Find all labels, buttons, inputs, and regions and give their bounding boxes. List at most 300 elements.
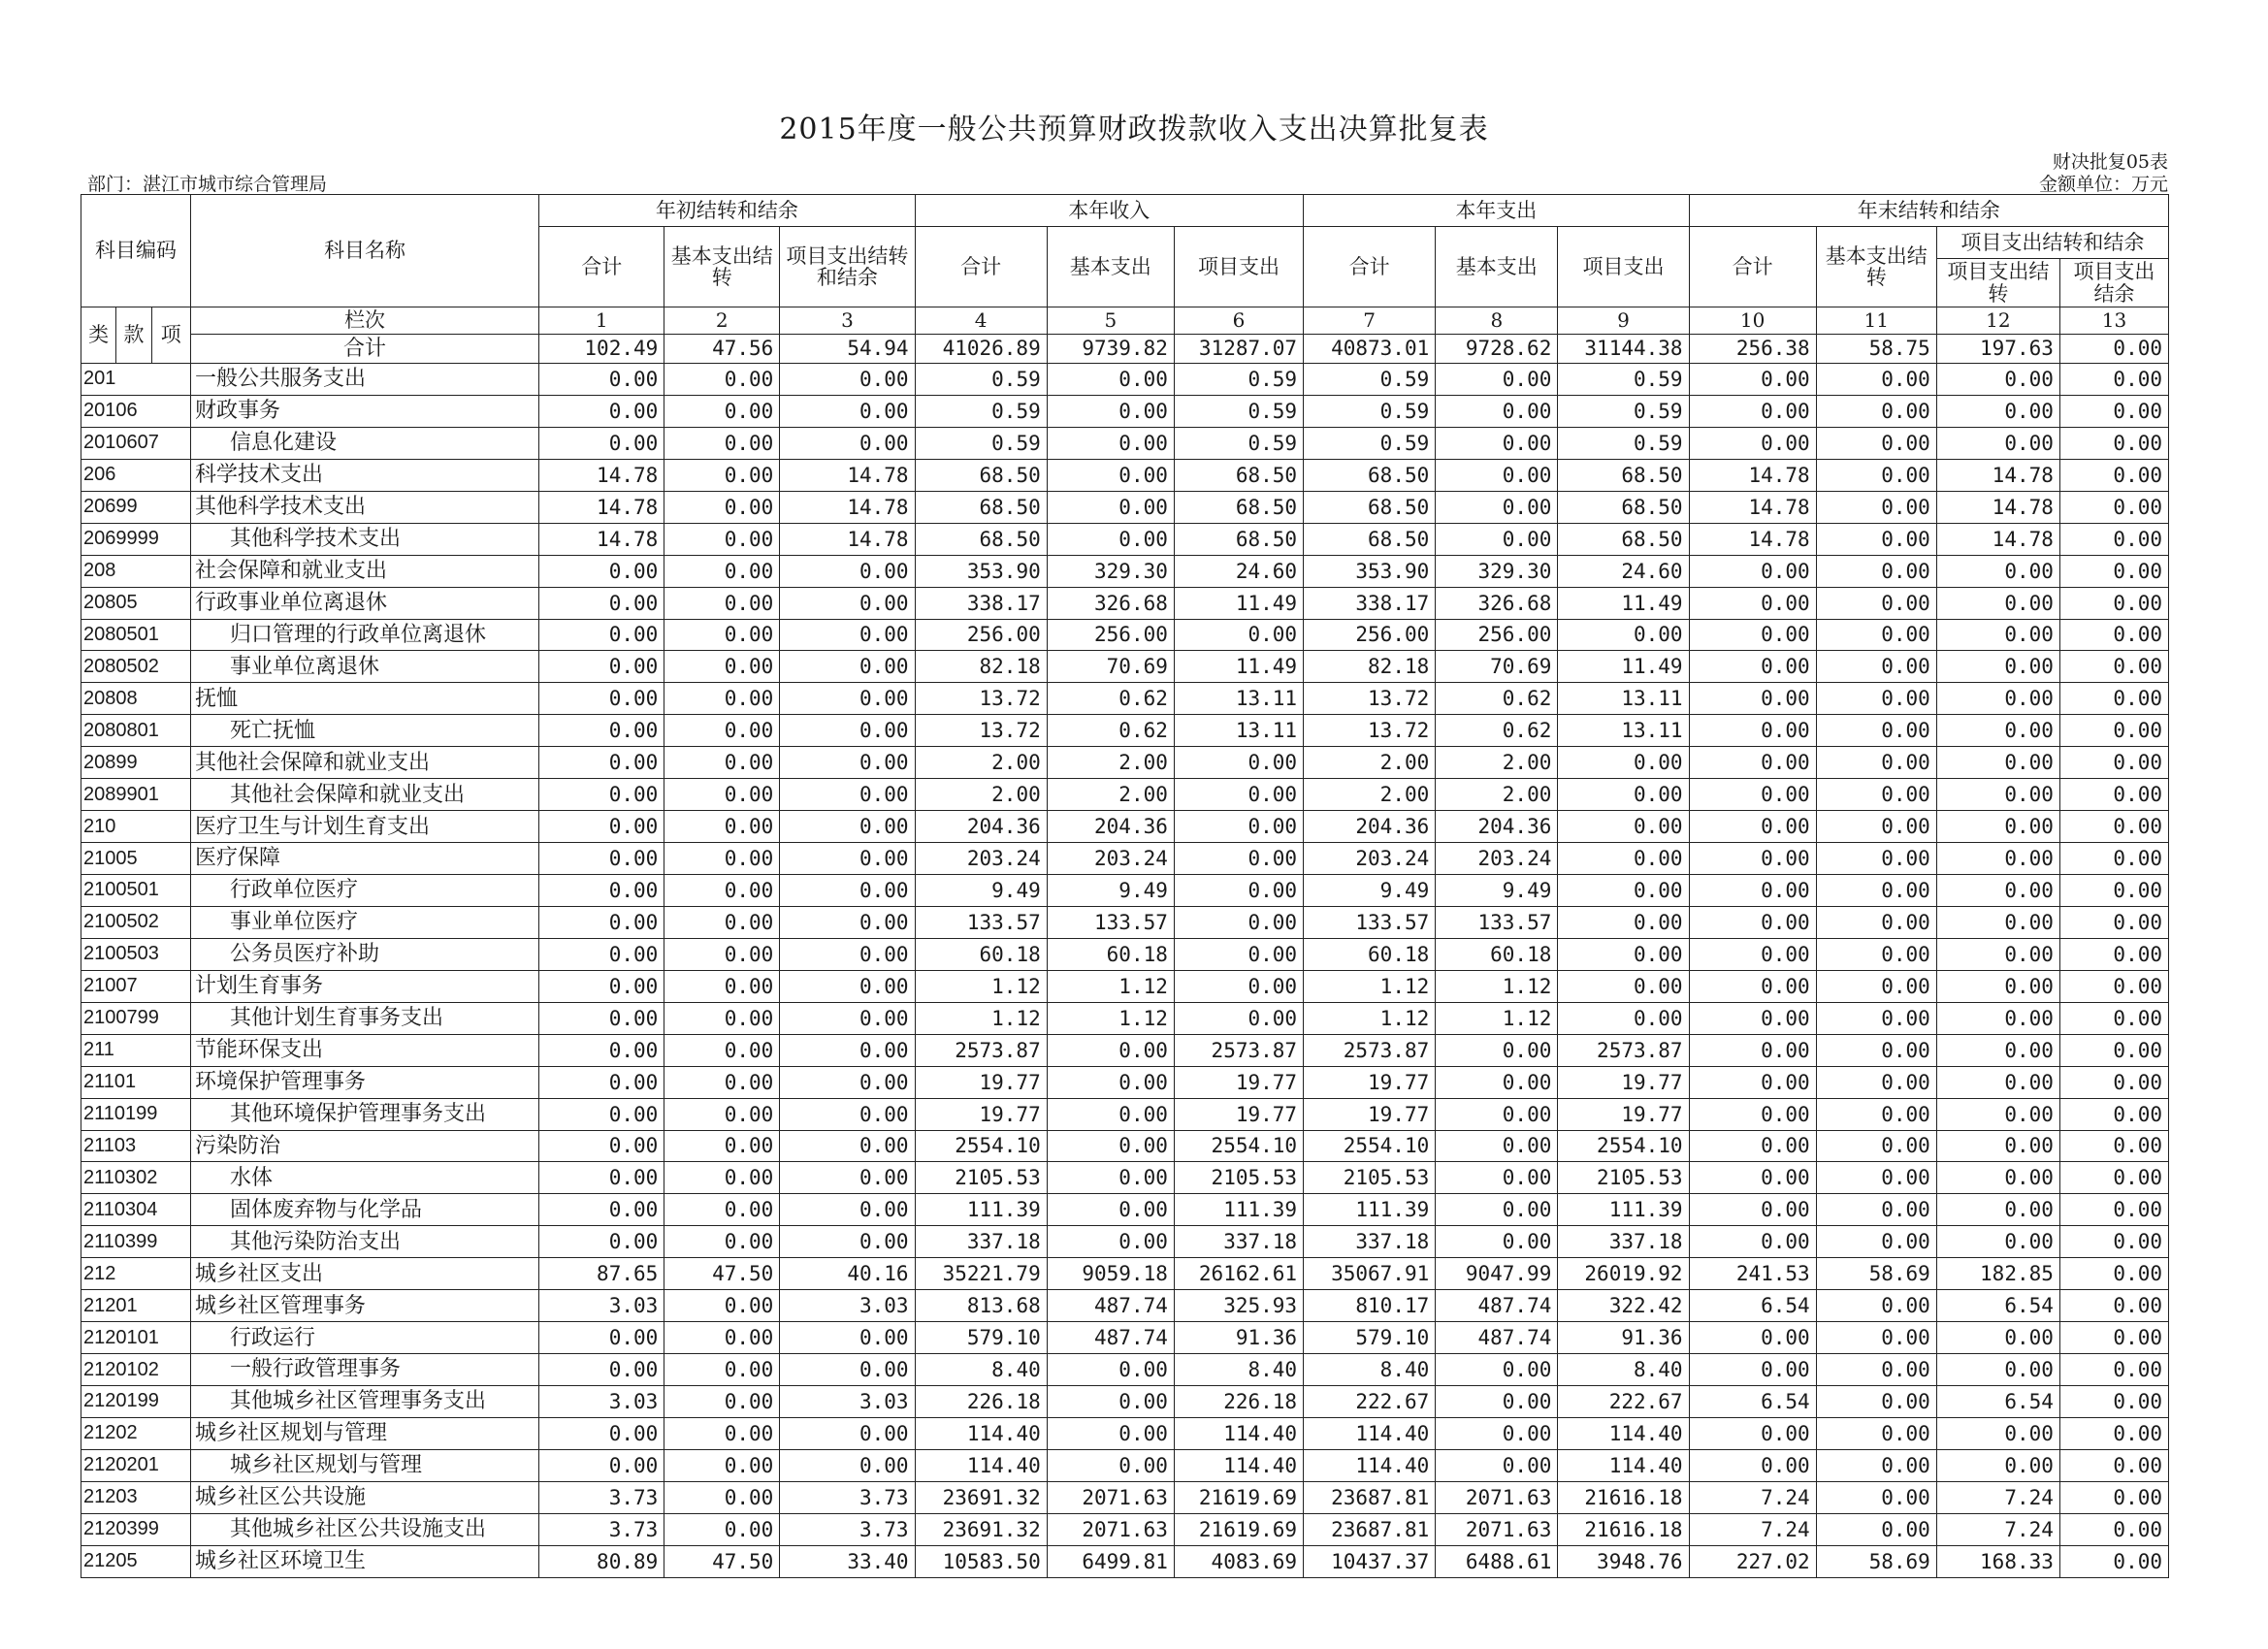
amount-cell: 0.00: [664, 906, 780, 938]
amount-cell: 0.00: [1689, 938, 1816, 970]
amount-cell: 487.74: [1047, 1290, 1174, 1322]
subject-code: 208: [81, 555, 191, 587]
amount-cell: 0.00: [1689, 651, 1816, 683]
amount-cell: 0.00: [664, 651, 780, 683]
amount-cell: 1.12: [1047, 1002, 1174, 1034]
table-body: [81, 364, 2169, 1578]
amount-cell: 4083.69: [1174, 1545, 1303, 1577]
amount-cell: 0.00: [1047, 1066, 1174, 1098]
subject-code: 2080501: [81, 619, 191, 651]
table-row: [81, 1002, 2169, 1034]
amount-cell: 0.00: [780, 555, 915, 587]
table-row: [81, 1130, 2169, 1162]
subject-name: 公务员医疗补助: [190, 938, 538, 970]
amount-cell: 0.00: [1047, 459, 1174, 491]
amount-cell: 0.00: [1816, 1098, 1936, 1130]
amount-cell: 13.11: [1174, 683, 1303, 715]
subject-name: 计划生育事务: [190, 970, 538, 1002]
amount-cell: 8.40: [1174, 1354, 1303, 1386]
amount-cell: 0.00: [1936, 1449, 2059, 1481]
amount-cell: 0.00: [1816, 779, 1936, 811]
amount-cell: 0.00: [1436, 1354, 1558, 1386]
amount-cell: 0.00: [780, 843, 915, 875]
amount-cell: 0.00: [1689, 1162, 1816, 1194]
amount-cell: 0.00: [664, 1449, 780, 1481]
amount-cell: 0.00: [1936, 906, 2059, 938]
subject-name: 归口管理的行政单位离退休: [190, 619, 538, 651]
amount-cell: 6.54: [1689, 1290, 1816, 1322]
amount-cell: 0.00: [1047, 1098, 1174, 1130]
amount-cell: 0.00: [780, 1226, 915, 1258]
subject-code: 2110199: [81, 1098, 191, 1130]
subject-code: 20805: [81, 587, 191, 619]
subject-code: 2069999: [81, 523, 191, 555]
amount-cell: 0.00: [1174, 938, 1303, 970]
amount-cell: 0.00: [1816, 715, 1936, 747]
table-row: [81, 459, 2169, 491]
amount-cell: 0.00: [1689, 1354, 1816, 1386]
amount-cell: 0.00: [780, 587, 915, 619]
amount-cell: 0.00: [539, 875, 664, 907]
amount-cell: 68.50: [1304, 523, 1436, 555]
amount-cell: 0.00: [664, 1098, 780, 1130]
department-label: 部门：湛江市城市综合管理局: [87, 174, 328, 195]
amount-cell: 2105.53: [1174, 1162, 1303, 1194]
amount-cell: 204.36: [1304, 811, 1436, 843]
amount-cell: 133.57: [1436, 906, 1558, 938]
amount-cell: 222.67: [1558, 1386, 1689, 1418]
amount-cell: 0.00: [539, 555, 664, 587]
amount-cell: 0.00: [539, 1034, 664, 1066]
amount-cell: 133.57: [1047, 906, 1174, 938]
amount-cell: 0.00: [539, 427, 664, 459]
amount-cell: 2071.63: [1436, 1513, 1558, 1545]
amount-cell: 6488.61: [1436, 1545, 1558, 1577]
amount-cell: 0.00: [1936, 683, 2059, 715]
amount-cell: 0.00: [1936, 395, 2059, 427]
column-index: 4: [915, 307, 1047, 335]
amount-cell: 0.00: [1816, 1386, 1936, 1418]
amount-cell: 0.00: [1047, 1226, 1174, 1258]
amount-cell: 0.00: [1936, 1417, 2059, 1449]
amount-cell: 0.00: [1936, 1002, 2059, 1034]
amount-cell: 0.00: [780, 875, 915, 907]
amount-cell: 0.00: [780, 651, 915, 683]
amount-cell: 47.50: [664, 1258, 780, 1290]
amount-cell: 0.00: [1816, 811, 1936, 843]
header-name: 科目名称: [190, 195, 538, 307]
column-index: 1: [539, 307, 664, 335]
amount-cell: 1.12: [1436, 970, 1558, 1002]
amount-cell: 60.18: [1304, 938, 1436, 970]
amount-cell: 256.00: [915, 619, 1047, 651]
amount-cell: 0.00: [539, 651, 664, 683]
subject-name: 环境保护管理事务: [190, 1066, 538, 1098]
total-cell: 40873.01: [1304, 335, 1436, 364]
amount-cell: 6.54: [1689, 1386, 1816, 1418]
amount-cell: 24.60: [1174, 555, 1303, 587]
amount-cell: 329.30: [1436, 555, 1558, 587]
amount-cell: 47.50: [664, 1545, 780, 1577]
header-basic-carry: 基本支出结转: [664, 227, 780, 307]
amount-cell: 21616.18: [1558, 1513, 1689, 1545]
amount-cell: 0.00: [2059, 1449, 2168, 1481]
subject-code: 20699: [81, 491, 191, 523]
subject-code: 21203: [81, 1481, 191, 1513]
amount-cell: 203.24: [1304, 843, 1436, 875]
amount-cell: 114.40: [1558, 1417, 1689, 1449]
amount-cell: 0.00: [1047, 491, 1174, 523]
subject-code: 2100502: [81, 906, 191, 938]
amount-cell: 0.00: [1689, 1226, 1816, 1258]
amount-cell: 182.85: [1936, 1258, 2059, 1290]
total-cell: 197.63: [1936, 335, 2059, 364]
amount-cell: 0.00: [1047, 1162, 1174, 1194]
amount-cell: 0.00: [1436, 523, 1558, 555]
form-number: 财决批复05表: [2052, 151, 2168, 173]
amount-cell: 0.00: [780, 364, 915, 396]
amount-cell: 203.24: [1047, 843, 1174, 875]
amount-cell: 0.00: [1816, 1354, 1936, 1386]
amount-cell: 0.00: [1936, 779, 2059, 811]
amount-cell: 1.12: [1304, 970, 1436, 1002]
column-index: 8: [1436, 307, 1558, 335]
amount-cell: 0.00: [1174, 906, 1303, 938]
amount-cell: 0.00: [1936, 715, 2059, 747]
amount-cell: 0.59: [1174, 427, 1303, 459]
amount-cell: 0.00: [2059, 1098, 2168, 1130]
amount-cell: 241.53: [1689, 1258, 1816, 1290]
amount-cell: 0.00: [1689, 875, 1816, 907]
total-cell: 0.00: [2059, 335, 2168, 364]
amount-cell: 2071.63: [1047, 1481, 1174, 1513]
header-total: 合计: [915, 227, 1047, 307]
amount-cell: 203.24: [1436, 843, 1558, 875]
amount-cell: 0.00: [1689, 1194, 1816, 1226]
amount-cell: 0.00: [2059, 970, 2168, 1002]
amount-cell: 0.00: [780, 906, 915, 938]
amount-cell: 13.11: [1558, 683, 1689, 715]
amount-cell: 0.00: [1174, 811, 1303, 843]
header-project: 项目支出: [1558, 227, 1689, 307]
header-project-subgroup: 项目支出结转和结余: [1936, 227, 2168, 259]
amount-cell: 0.00: [1816, 587, 1936, 619]
amount-cell: 0.00: [2059, 1002, 2168, 1034]
amount-cell: 0.00: [1816, 427, 1936, 459]
amount-cell: 0.00: [2059, 523, 2168, 555]
amount-cell: 226.18: [1174, 1386, 1303, 1418]
amount-cell: 0.00: [664, 459, 780, 491]
subject-code: 201: [81, 364, 191, 396]
amount-cell: 0.00: [1936, 1162, 2059, 1194]
amount-cell: 0.00: [1436, 364, 1558, 396]
amount-cell: 0.59: [1304, 364, 1436, 396]
amount-cell: 0.59: [1558, 395, 1689, 427]
amount-cell: 0.00: [1816, 395, 1936, 427]
amount-cell: 9059.18: [1047, 1258, 1174, 1290]
amount-cell: 2071.63: [1436, 1481, 1558, 1513]
amount-cell: 0.00: [780, 1066, 915, 1098]
amount-cell: 204.36: [1436, 811, 1558, 843]
amount-cell: 0.00: [1816, 1449, 1936, 1481]
amount-cell: 2.00: [915, 747, 1047, 779]
amount-cell: 33.40: [780, 1545, 915, 1577]
amount-cell: 23687.81: [1304, 1513, 1436, 1545]
amount-cell: 204.36: [915, 811, 1047, 843]
amount-cell: 0.00: [664, 619, 780, 651]
amount-cell: 0.00: [539, 1322, 664, 1354]
amount-cell: 0.00: [664, 811, 780, 843]
amount-cell: 82.18: [1304, 651, 1436, 683]
amount-cell: 0.00: [2059, 1386, 2168, 1418]
total-cell: 9739.82: [1047, 335, 1174, 364]
amount-cell: 2.00: [915, 779, 1047, 811]
amount-cell: 0.00: [1936, 427, 2059, 459]
amount-cell: 0.00: [1936, 651, 2059, 683]
amount-cell: 0.00: [1816, 651, 1936, 683]
amount-cell: 3.03: [780, 1290, 915, 1322]
amount-cell: 0.00: [1816, 459, 1936, 491]
amount-cell: 11.49: [1558, 651, 1689, 683]
amount-cell: 0.00: [539, 1002, 664, 1034]
amount-cell: 579.10: [1304, 1322, 1436, 1354]
amount-cell: 0.00: [664, 683, 780, 715]
amount-cell: 9.49: [1047, 875, 1174, 907]
table-row: [81, 1066, 2169, 1098]
column-index: 12: [1936, 307, 2059, 335]
amount-cell: 0.00: [2059, 427, 2168, 459]
total-cell: 54.94: [780, 335, 915, 364]
total-cell: 256.38: [1689, 335, 1816, 364]
amount-cell: 0.00: [2059, 1513, 2168, 1545]
amount-cell: 0.00: [539, 364, 664, 396]
table-row: [81, 875, 2169, 907]
amount-cell: 114.40: [915, 1449, 1047, 1481]
amount-cell: 0.00: [1436, 1386, 1558, 1418]
amount-cell: 0.00: [539, 1417, 664, 1449]
amount-cell: 0.00: [1936, 555, 2059, 587]
amount-cell: 168.33: [1936, 1545, 2059, 1577]
table-row: [81, 491, 2169, 523]
subject-name: 死亡抚恤: [190, 715, 538, 747]
header-expenditure: 本年支出: [1304, 195, 1690, 227]
amount-cell: 0.00: [1816, 364, 1936, 396]
amount-cell: 13.11: [1558, 715, 1689, 747]
amount-cell: 21619.69: [1174, 1513, 1303, 1545]
amount-cell: 0.00: [2059, 1545, 2168, 1577]
amount-cell: 0.00: [2059, 651, 2168, 683]
column-index: 6: [1174, 307, 1303, 335]
amount-cell: 0.00: [664, 1162, 780, 1194]
header-closing-balance: 年末结转和结余: [1689, 195, 2168, 227]
subject-name: 其他科学技术支出: [190, 523, 538, 555]
amount-cell: 0.00: [1816, 1481, 1936, 1513]
amount-cell: 0.62: [1047, 683, 1174, 715]
amount-cell: 0.00: [780, 1034, 915, 1066]
amount-cell: 68.50: [1558, 459, 1689, 491]
amount-cell: 0.00: [2059, 1417, 2168, 1449]
subject-name: 城乡社区管理事务: [190, 1290, 538, 1322]
amount-cell: 2105.53: [915, 1162, 1047, 1194]
amount-cell: 0.00: [780, 747, 915, 779]
amount-cell: 23691.32: [915, 1481, 1047, 1513]
amount-cell: 0.00: [780, 1162, 915, 1194]
amount-cell: 68.50: [1558, 491, 1689, 523]
amount-cell: 14.78: [539, 491, 664, 523]
amount-cell: 7.24: [1689, 1513, 1816, 1545]
amount-cell: 0.00: [1689, 619, 1816, 651]
amount-cell: 9.49: [1436, 875, 1558, 907]
table-row: [81, 779, 2169, 811]
amount-cell: 19.77: [1174, 1066, 1303, 1098]
amount-cell: 0.00: [539, 1130, 664, 1162]
header-project-carry-sub: 项目支出结转: [1936, 259, 2059, 307]
amount-cell: 0.00: [1936, 843, 2059, 875]
subject-name: 水体: [190, 1162, 538, 1194]
amount-cell: 68.50: [1304, 491, 1436, 523]
amount-cell: 0.00: [1047, 523, 1174, 555]
amount-cell: 7.24: [1936, 1513, 2059, 1545]
table-row: [81, 811, 2169, 843]
amount-cell: 325.93: [1174, 1290, 1303, 1322]
amount-cell: 0.00: [664, 1130, 780, 1162]
amount-cell: 2105.53: [1558, 1162, 1689, 1194]
amount-cell: 0.00: [1558, 938, 1689, 970]
subject-code: 21201: [81, 1290, 191, 1322]
amount-cell: 3.03: [780, 1386, 915, 1418]
amount-cell: 2573.87: [1558, 1034, 1689, 1066]
amount-cell: 9047.99: [1436, 1258, 1558, 1290]
amount-cell: 0.00: [1936, 1226, 2059, 1258]
amount-cell: 0.00: [664, 1034, 780, 1066]
amount-cell: 111.39: [915, 1194, 1047, 1226]
amount-cell: 0.00: [1174, 1002, 1303, 1034]
amount-cell: 0.00: [2059, 459, 2168, 491]
total-row: [81, 335, 2169, 364]
table-row: [81, 587, 2169, 619]
amount-cell: 0.00: [1689, 555, 1816, 587]
table-row: [81, 1194, 2169, 1226]
table-row: [81, 938, 2169, 970]
amount-cell: 337.18: [1174, 1226, 1303, 1258]
amount-cell: 0.00: [539, 1226, 664, 1258]
header-project-surplus-sub: 项目支出结余: [2059, 259, 2168, 307]
amount-cell: 8.40: [915, 1354, 1047, 1386]
amount-cell: 0.59: [915, 427, 1047, 459]
amount-cell: 13.72: [915, 683, 1047, 715]
amount-cell: 487.74: [1047, 1322, 1174, 1354]
column-index: 7: [1304, 307, 1436, 335]
subject-name: 社会保障和就业支出: [190, 555, 538, 587]
subject-name: 城乡社区公共设施: [190, 1481, 538, 1513]
amount-cell: 0.00: [1936, 747, 2059, 779]
amount-cell: 0.62: [1436, 683, 1558, 715]
amount-cell: 326.68: [1436, 587, 1558, 619]
amount-cell: 9.49: [1304, 875, 1436, 907]
subject-code: 2120399: [81, 1513, 191, 1545]
amount-cell: 0.00: [664, 555, 780, 587]
amount-cell: 0.00: [664, 1417, 780, 1449]
amount-cell: 21619.69: [1174, 1481, 1303, 1513]
table-row: [81, 427, 2169, 459]
subject-code: 21103: [81, 1130, 191, 1162]
amount-cell: 0.00: [2059, 1258, 2168, 1290]
amount-cell: 810.17: [1304, 1290, 1436, 1322]
amount-cell: 0.00: [780, 1322, 915, 1354]
amount-cell: 1.12: [1047, 970, 1174, 1002]
amount-cell: 0.00: [664, 1066, 780, 1098]
amount-cell: 19.77: [1304, 1098, 1436, 1130]
amount-cell: 2554.10: [1558, 1130, 1689, 1162]
amount-cell: 0.00: [539, 395, 664, 427]
header-lei: 类: [81, 307, 116, 364]
amount-cell: 87.65: [539, 1258, 664, 1290]
amount-cell: 0.00: [1436, 459, 1558, 491]
unit-label: 金额单位：万元: [2038, 174, 2168, 195]
amount-cell: 0.00: [1047, 427, 1174, 459]
amount-cell: 0.00: [2059, 1481, 2168, 1513]
amount-cell: 7.24: [1689, 1481, 1816, 1513]
amount-cell: 23687.81: [1304, 1481, 1436, 1513]
amount-cell: 0.00: [664, 875, 780, 907]
amount-cell: 0.00: [2059, 619, 2168, 651]
amount-cell: 0.00: [1436, 1162, 1558, 1194]
subject-code: 2100799: [81, 1002, 191, 1034]
subject-code: 2010607: [81, 427, 191, 459]
table-row: [81, 1258, 2169, 1290]
subject-code: 20808: [81, 683, 191, 715]
subject-name: 其他环境保护管理事务支出: [190, 1098, 538, 1130]
amount-cell: 0.00: [1558, 906, 1689, 938]
header-basic: 基本支出: [1047, 227, 1174, 307]
amount-cell: 0.00: [780, 1417, 915, 1449]
amount-cell: 0.00: [1936, 1034, 2059, 1066]
total-cell: 41026.89: [915, 335, 1047, 364]
subject-code: 212: [81, 1258, 191, 1290]
amount-cell: 6.54: [1936, 1290, 2059, 1322]
amount-cell: 14.78: [1936, 523, 2059, 555]
amount-cell: 326.68: [1047, 587, 1174, 619]
amount-cell: 0.00: [1436, 1417, 1558, 1449]
total-cell: 9728.62: [1436, 335, 1558, 364]
amount-cell: 0.59: [1558, 364, 1689, 396]
amount-cell: 0.00: [1689, 779, 1816, 811]
total-label: 合计: [190, 335, 538, 364]
amount-cell: 0.00: [780, 1002, 915, 1034]
amount-cell: 353.90: [915, 555, 1047, 587]
amount-cell: 14.78: [1936, 459, 2059, 491]
amount-cell: 0.00: [1816, 1290, 1936, 1322]
subject-name: 其他城乡社区管理事务支出: [190, 1386, 538, 1418]
amount-cell: 0.00: [1558, 779, 1689, 811]
amount-cell: 0.00: [1047, 1034, 1174, 1066]
amount-cell: 133.57: [1304, 906, 1436, 938]
amount-cell: 0.00: [664, 779, 780, 811]
amount-cell: 3.73: [780, 1481, 915, 1513]
amount-cell: 0.00: [2059, 1354, 2168, 1386]
amount-cell: 13.11: [1174, 715, 1303, 747]
amount-cell: 68.50: [915, 491, 1047, 523]
amount-cell: 0.00: [1689, 715, 1816, 747]
amount-cell: 0.00: [664, 1002, 780, 1034]
amount-cell: 11.49: [1558, 587, 1689, 619]
subject-name: 其他城乡社区公共设施支出: [190, 1513, 538, 1545]
amount-cell: 0.62: [1436, 715, 1558, 747]
amount-cell: 0.59: [915, 395, 1047, 427]
subject-code: 21007: [81, 970, 191, 1002]
amount-cell: 0.00: [1558, 1002, 1689, 1034]
amount-cell: 14.78: [539, 523, 664, 555]
